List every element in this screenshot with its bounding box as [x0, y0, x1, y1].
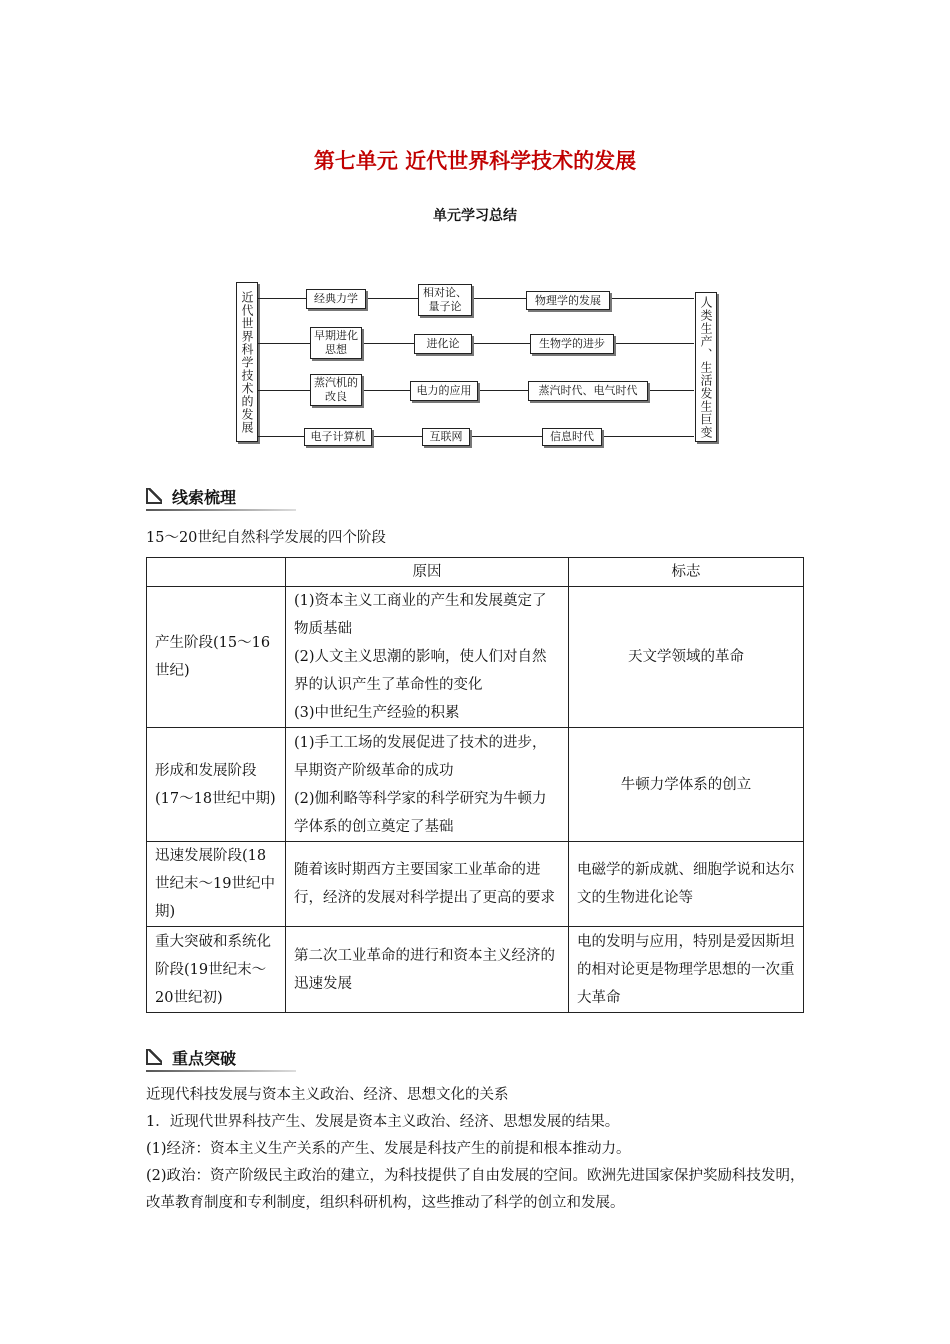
diagram-node-label: 电子计算机 — [310, 430, 366, 443]
sign-cell: 牛顿力学体系的创立 — [569, 728, 804, 842]
section-heading-key-points — [146, 1046, 296, 1072]
sign-cell: 电的发明与应用，特别是爱因斯坦的相对论更是物理学思想的一次重大革命 — [569, 927, 804, 1013]
diagram-node — [526, 291, 610, 310]
diagram-right-box — [695, 292, 717, 442]
section-underline — [146, 1070, 296, 1072]
sign-cell: 电磁学的新成就、细胞学说和达尔文的生物进化论等 — [569, 842, 804, 927]
stage-cell: 重大突破和系统化阶段(19世纪末～20世纪初) — [147, 927, 286, 1013]
key-points-body — [146, 1082, 816, 1217]
diagram-left-label: 近代世界科学技术的发展 — [240, 290, 254, 434]
diagram-node — [306, 289, 366, 309]
diagram-node-label: 蒸汽机的改良 — [314, 376, 358, 403]
cause-cell: (1)资本主义工商业的产生和发展奠定了物质基础 (2)人文主义思潮的影响，使人们对自然界的认识产生了革命性的变化 (3)中世纪生产经验的积累 — [286, 587, 569, 728]
diagram-node — [418, 284, 472, 316]
table-row — [147, 842, 804, 927]
section-heading-text: 线索梳理 — [172, 488, 237, 507]
table-header-cell — [147, 558, 286, 587]
diagram-node-label: 互联网 — [429, 430, 463, 443]
stage-cell: 形成和发展阶段(17～18世纪中期) — [147, 728, 286, 842]
page-title: 第七单元 近代世界科学技术的发展 — [313, 149, 637, 173]
cause-cell: (1)手工工场的发展促进了技术的进步，早期资产阶级革命的成功 (2)伽利略等科学家的科学研究为牛顿力学体系的创立奠定了基础 — [286, 728, 569, 842]
stages-table — [146, 557, 804, 1013]
key-point-line: (1)经济：资本主义生产关系的产生、发展是科技产生的前提和根本推动力。 — [146, 1141, 631, 1157]
table-row — [147, 927, 804, 1013]
stage-cell: 产生阶段(15～16世纪) — [147, 587, 286, 728]
diagram-node-label: 相对论、量子论 — [423, 286, 467, 313]
diagram-node-label: 早期进化思想 — [314, 329, 358, 356]
page-subtitle: 单元学习总结 — [433, 208, 517, 224]
diagram-node — [422, 428, 470, 446]
stage-cell: 迅速发展阶段(18世纪末～19世纪中期) — [147, 842, 286, 927]
diagram-left-box — [236, 282, 258, 442]
table-header-row — [147, 558, 804, 587]
section-marker-icon — [146, 488, 162, 504]
diagram-node — [414, 334, 472, 354]
section-intro: 15～20世纪自然科学发展的四个阶段 — [146, 530, 386, 546]
diagram-node-label: 电力的应用 — [416, 384, 472, 397]
diagram-node-label: 信息时代 — [550, 430, 594, 443]
diagram-node — [528, 381, 648, 401]
diagram-node — [310, 374, 362, 406]
key-point-line: 1．近现代世界科技产生、发展是资本主义政治、经济、思想发展的结果。 — [146, 1114, 620, 1130]
diagram-node-label: 生物学的进步 — [539, 337, 605, 350]
section-underline — [146, 509, 296, 511]
diagram-right-label: 人类生产、生活发生巨变 — [699, 295, 713, 439]
table-row — [147, 728, 804, 842]
diagram-node-label: 进化论 — [426, 337, 460, 350]
diagram-node — [542, 428, 602, 446]
diagram-node-label: 物理学的发展 — [535, 293, 601, 307]
section-heading-clues — [146, 485, 296, 511]
knowledge-diagram — [230, 278, 720, 450]
diagram-node-label: 经典力学 — [314, 292, 358, 305]
section-marker-icon — [146, 1049, 162, 1065]
key-points-intro: 近现代科技发展与资本主义政治、经济、思想文化的关系 — [146, 1087, 509, 1103]
key-point-line: (2)政治：资产阶级民主政治的建立，为科技提供了自由发展的空间。欧洲先进国家保护奖励科技发明，改革教育制度和专利制度，组织科研机构，这些推动了科学的创立和发展。 — [146, 1168, 805, 1211]
diagram-node-label: 蒸汽时代、电气时代 — [538, 384, 638, 397]
diagram-node — [410, 381, 478, 401]
diagram-node — [304, 428, 372, 446]
diagram-node — [530, 334, 614, 354]
cause-cell: 第二次工业革命的进行和资本主义经济的迅速发展 — [286, 927, 569, 1013]
table-header-cell: 标志 — [569, 558, 804, 587]
sign-cell: 天文学领域的革命 — [569, 587, 804, 728]
diagram-node — [310, 327, 362, 359]
section-heading-text: 重点突破 — [172, 1049, 237, 1068]
table-row — [147, 587, 804, 728]
table-header-cell: 原因 — [286, 558, 569, 587]
cause-cell: 随着该时期西方主要国家工业革命的进行，经济的发展对科学提出了更高的要求 — [286, 842, 569, 927]
